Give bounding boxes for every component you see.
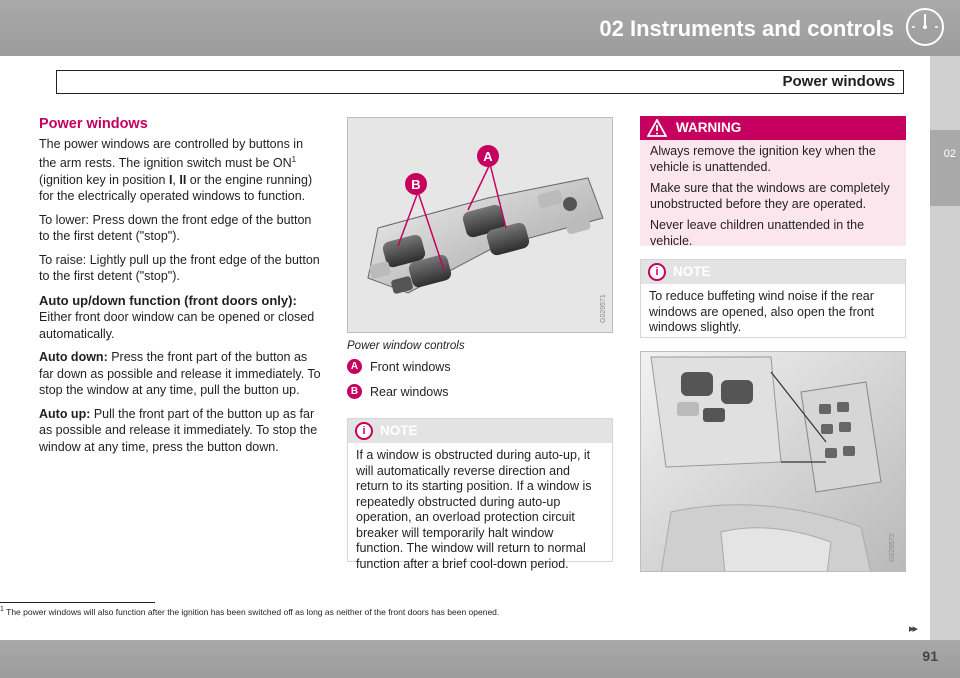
key-position-1: I xyxy=(168,172,173,187)
warning-text: Make sure that the windows are completely unobstructed before they are operated. xyxy=(650,181,890,211)
auto-up-text: Pull the front part of the button up as far as possible and release it immediately. To stop the window at any time, press the button down. xyxy=(39,406,318,454)
chapter-tab[interactable] xyxy=(930,130,960,206)
footnote xyxy=(0,606,499,617)
lower-instruction: To lower: Press down the front edge of the button to the first detent ("stop"). xyxy=(39,212,312,244)
note-header xyxy=(348,419,612,443)
auto-down-paragraph xyxy=(39,349,322,399)
figure-id: G029572 xyxy=(889,533,896,562)
intro-paragraph xyxy=(39,136,322,205)
warning-header xyxy=(640,116,906,140)
warning-box xyxy=(640,116,906,246)
section-header xyxy=(56,70,904,94)
window-control-panel-illustration xyxy=(348,118,613,333)
info-icon: i xyxy=(648,263,666,281)
callout-b: B xyxy=(411,177,421,192)
info-icon: i xyxy=(355,422,373,440)
auto-intro: Either front door window can be opened or closed automatically. xyxy=(39,310,315,341)
note-label: NOTE xyxy=(380,423,418,438)
footnote-ref[interactable]: 1 xyxy=(291,155,297,164)
key-position-2: II xyxy=(179,172,187,187)
note-text: To reduce buffeting wind noise if the rear windows are opened, also open the front windows slightly. xyxy=(649,289,875,334)
warning-label: WARNING xyxy=(676,120,742,135)
figure-id: G029571 xyxy=(600,294,607,323)
footer-bar xyxy=(0,640,960,678)
auto-up-label: Auto up: xyxy=(39,406,91,421)
warning-body xyxy=(640,140,906,259)
warning-text: Always remove the ignition key when the vehicle is unattended. xyxy=(650,144,876,174)
intro-text: The power windows are controlled by buttons in the arm rests. The ignition switch must be ON xyxy=(39,136,304,171)
auto-down-text: Press the front part of the button as far down as possible and release it immediately. To stop the window at any time, pull the button up. xyxy=(39,350,321,398)
callout-a-icon: A xyxy=(347,359,362,374)
door-armrest-figure xyxy=(640,351,906,572)
page-number: 91 xyxy=(922,648,938,664)
note-box xyxy=(640,259,906,338)
figure-caption: Power window controls xyxy=(347,340,465,352)
raise-instruction: To raise: Lightly pull up the front edge of the button to the first detent ("stop"). xyxy=(39,252,320,284)
footnote-text: The power windows will also function after the ignition has been switched off as long as neither of the front doors has been opened. xyxy=(6,606,500,617)
auto-heading: Auto up/down function (front doors only): xyxy=(39,292,297,308)
note-text: If a window is obstructed during auto-up, it will automatically reverse direction and return to its starting position. If a window is repeatedly obstructed during auto-up operation, an overload protection circuit breaker will temporarily halt window function. The window will return to normal function after a brief cool-down period. xyxy=(356,448,592,571)
section-title: Power windows xyxy=(782,73,895,90)
callout-b-icon: B xyxy=(347,384,362,399)
callout-a: A xyxy=(483,149,493,164)
door-armrest-illustration xyxy=(641,352,906,572)
legend-item xyxy=(347,384,449,399)
intro-text: (ignition key in position xyxy=(39,172,169,187)
intro-text: , xyxy=(172,172,180,187)
main-text-column xyxy=(39,116,322,462)
auto-up-paragraph xyxy=(39,406,322,456)
auto-down-label: Auto down: xyxy=(39,350,108,365)
power-window-controls-figure xyxy=(347,117,613,333)
note-label: NOTE xyxy=(673,264,711,279)
next-page-icon[interactable]: ▸▸ xyxy=(908,623,916,635)
footnote-number: 1 xyxy=(0,606,4,613)
note-box xyxy=(347,418,613,571)
note-header xyxy=(641,260,905,284)
footnote-divider xyxy=(0,602,155,603)
intro-text: or the engine running) for the electrically operated windows to function. xyxy=(39,172,313,204)
chapter-tab-label: 02 xyxy=(943,148,956,160)
legend-item xyxy=(347,359,451,374)
legend-text: Front windows xyxy=(370,359,451,374)
legend-text: Rear windows xyxy=(370,384,449,399)
chapter-title: 02 Instruments and controls xyxy=(599,16,894,41)
page-heading: Power windows xyxy=(39,116,148,132)
warning-text: Never leave children unattended in the vehicle. xyxy=(650,218,865,248)
gauge-icon xyxy=(904,6,946,48)
warning-triangle-icon xyxy=(647,119,667,137)
